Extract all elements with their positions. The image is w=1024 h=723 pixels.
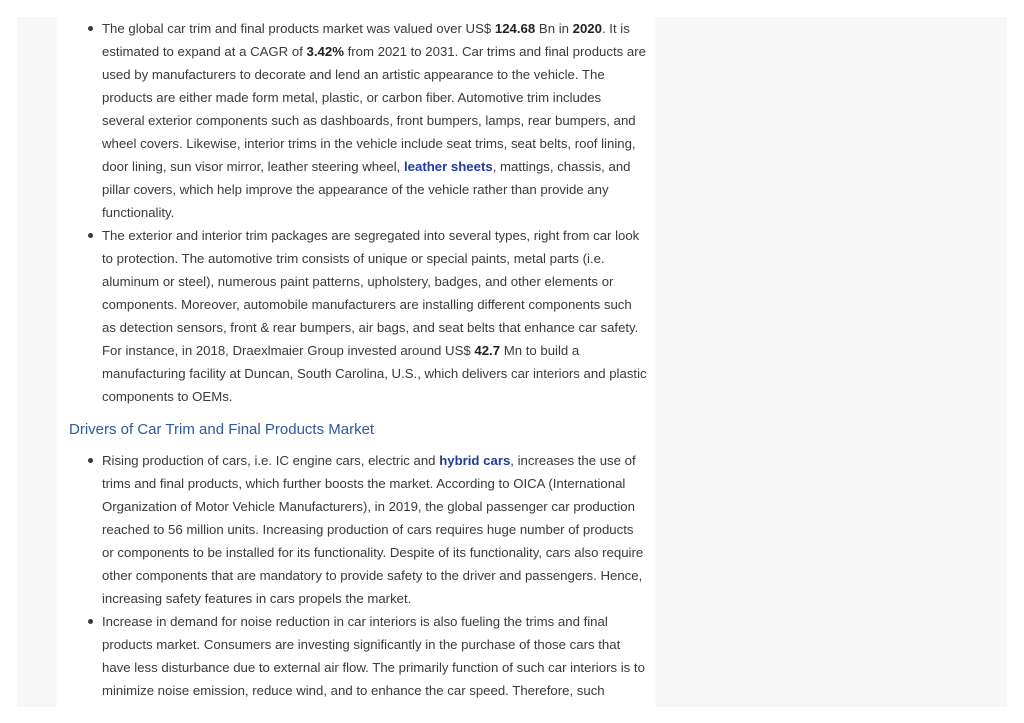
cagr-value: 3.42% [306, 44, 344, 59]
list-item [57, 449, 655, 610]
text-span: from 2021 to 2031. Car trims and final products are used by manufacturers to decorate and lend an artistic appearance to the vehicle. The products are either made form metal, plastic, or carbon fiber. Automotive trim includes several exterior components such as dashboards, front bumpers, lamps, rear bumpers, and wheel covers. Likewise, interior trims in the vehicle include seat trims, seat belts, roof lining, door lining, sun visor mirror, leather steering wheel, [102, 44, 646, 174]
text-span: Mn to build a manufacturing facility at Duncan, South Carolina, U.S., which delivers car interiors and plastic components to OEMs. [102, 343, 647, 404]
article-content [57, 17, 655, 707]
text-span: Bn in [535, 21, 573, 36]
market-drivers-list [57, 449, 655, 702]
list-item [57, 610, 655, 702]
leather-sheets-link[interactable]: leather sheets [404, 159, 493, 174]
text-span: The exterior and interior trim packages are segregated into several types, right from car look to protection. The automotive trim consists of unique or special paints, metal parts (i.e. aluminum or steel), numerous paint patterns, upholstery, badges, and other elements or components. Moreover, automobile manufacturers are installing different components such as detection sensors, front & rear bumpers, air bags, and seat belts that enhance car safety. For instance, in 2018, Draexlmaier Group invested around US$ [102, 228, 640, 358]
hybrid-cars-link[interactable]: hybrid cars [439, 453, 511, 468]
investment-value: 42.7 [474, 343, 501, 358]
market-overview-list [57, 17, 655, 408]
text-span: . It is estimated to expand at a CAGR of [102, 21, 630, 59]
market-value: 124.68 [494, 21, 536, 36]
section-heading: Drivers of Car Trim and Final Products Market [69, 421, 375, 438]
text-span: Rising production of cars, i.e. IC engine cars, electric and [102, 453, 440, 468]
list-item [57, 17, 655, 224]
text-span: , mattings, chassis, and pillar covers, which help improve the appearance of the vehicle rather than provide any functionality. [102, 159, 631, 220]
list-item [57, 224, 655, 408]
base-year: 2020 [572, 21, 602, 36]
text-span: , increases the use of trims and final products, which further boosts the market. According to OICA (International Organization of Motor Vehicle Manufacturers), in 2019, the global passenger car production reached to 56 million units. Increasing production of cars requires huge number of products or components to be installed for its functionality. Despite of its functionality, cars also require other components that are mandatory to provide safety to the driver and passengers. Hence, increasing safety features in cars propels the market. [102, 453, 644, 606]
text-span: Increase in demand for noise reduction in car interiors is also fueling the trims and final products market. Consumers are investing significantly in the purchase of those cars that have less disturbance due to external air flow. The primarily function of such car interiors is to minimize noise emission, reduce wind, and to enhance the car speed. Therefore, such [102, 614, 645, 698]
sidebar-panel [655, 17, 1007, 707]
text-span: The global car trim and final products market was valued over US$ [102, 21, 495, 36]
